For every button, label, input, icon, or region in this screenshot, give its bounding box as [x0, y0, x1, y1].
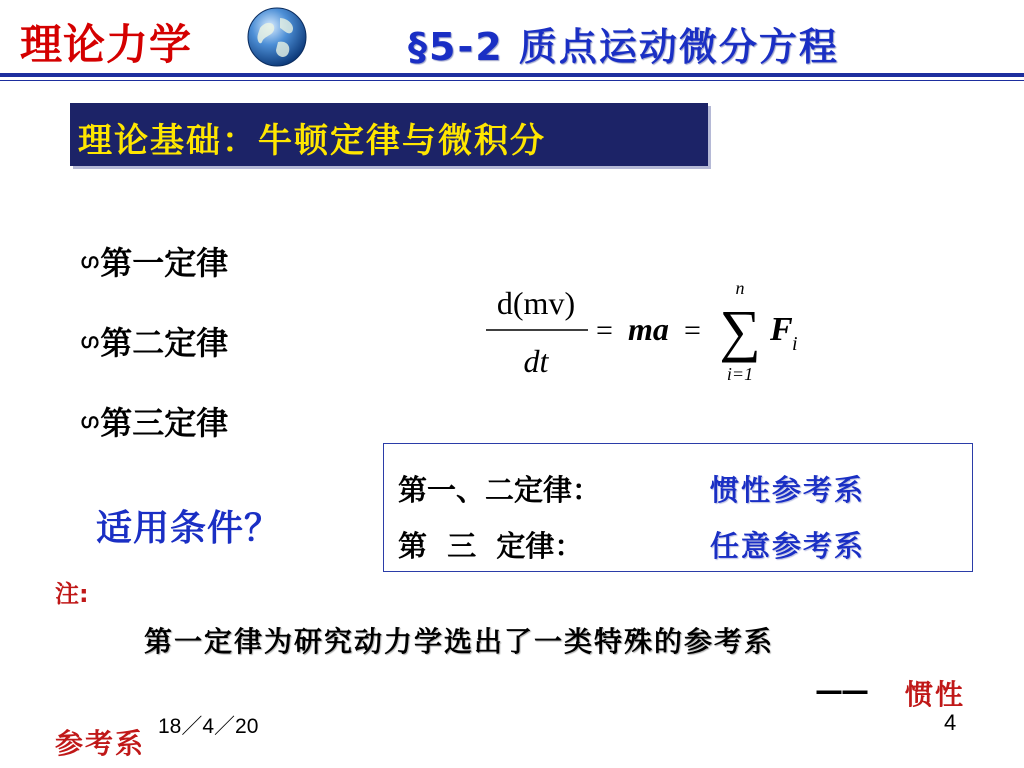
header-divider-thin [0, 80, 1024, 81]
equals-sign: = [596, 314, 613, 347]
frame-row-label: 第 三 定律： [398, 529, 584, 563]
reference-frame-box [383, 443, 973, 572]
law-item-second [80, 318, 228, 364]
law-label: 第二定律 [100, 324, 229, 362]
equals-sign: = [684, 314, 701, 347]
sum-term-subscript: i [792, 333, 798, 355]
note-dash: —— [815, 674, 867, 707]
frame-row-value: 惯性参考系 [710, 473, 866, 507]
note-term: 惯性 [905, 678, 966, 711]
sigma-icon: ∑ [719, 298, 761, 363]
law-item-third [80, 398, 228, 444]
bullet-icon: ഗ [80, 249, 99, 273]
note-label: 注: [55, 580, 89, 608]
course-title: 理论力学 [20, 20, 193, 69]
formula-middle-term: ma [628, 311, 669, 347]
footer-date: 18／4／20 [158, 715, 259, 738]
frame-row-value: 任意参考系 [710, 529, 866, 563]
page-number: 4 [944, 710, 957, 735]
note-term-continuation: 参考系 [55, 727, 146, 760]
bullet-icon: ഗ [80, 329, 99, 353]
law-item-first [80, 238, 228, 284]
formula-numerator: d(mv) [496, 285, 576, 321]
applicability-question: 适用条件？ [96, 508, 282, 549]
sum-lower-limit: i=1 [726, 364, 754, 384]
sum-upper-limit: n [735, 278, 745, 298]
law-label: 第一定律 [100, 244, 229, 282]
newton-second-law-formula [480, 278, 810, 390]
law-label: 第三定律 [100, 404, 229, 442]
frame-row-label: 第一、二定律： [398, 473, 602, 507]
sum-term: F [770, 311, 793, 348]
section-title: §5-2 质点运动微分方程 [408, 25, 839, 69]
topic-banner-text: 理论基础：牛顿定律与微积分 [78, 121, 546, 161]
bullet-icon: ഗ [80, 409, 99, 433]
topic-banner [70, 103, 708, 166]
note-text: 第一定律为研究动力学选出了一类特殊的参考系 [144, 625, 775, 658]
formula-denominator: dt [523, 343, 549, 379]
header-divider [0, 73, 1024, 77]
globe-icon [246, 6, 308, 68]
